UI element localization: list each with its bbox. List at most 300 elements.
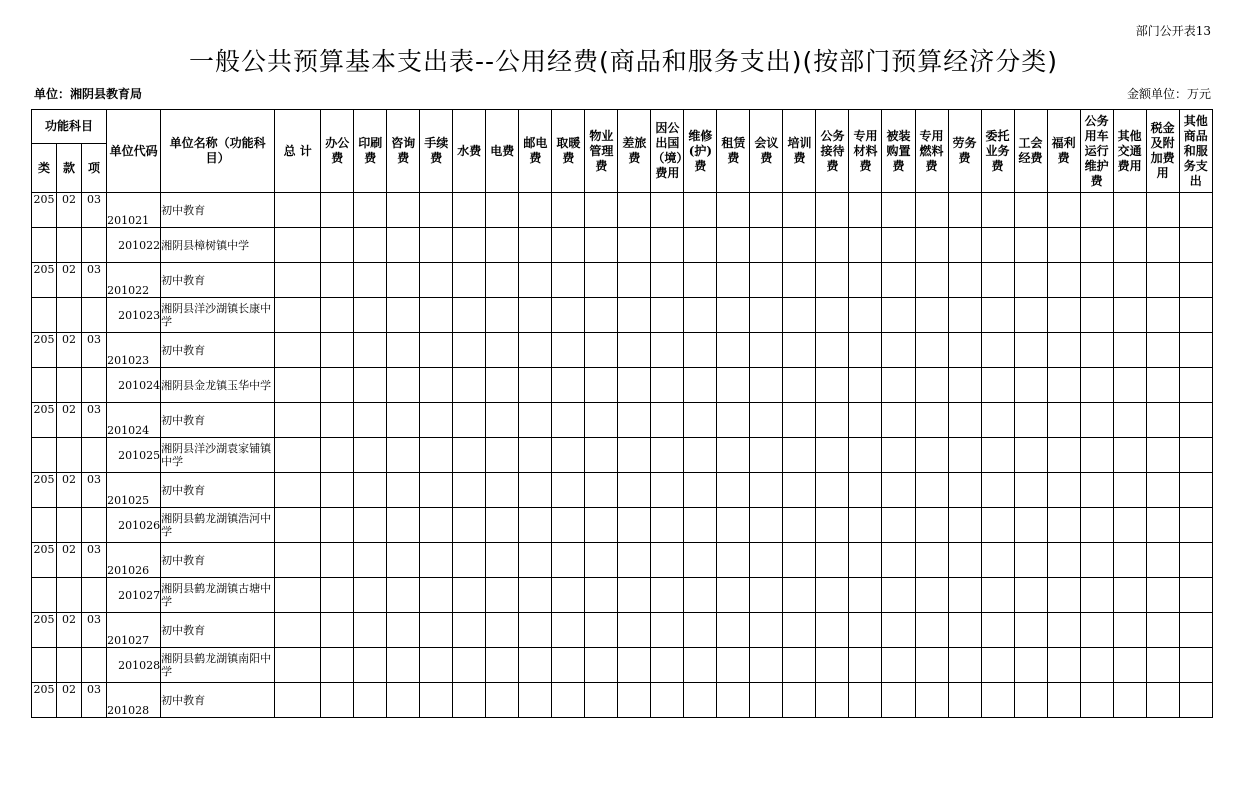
amount-cell: [420, 403, 453, 438]
unit-code-cell: 201023: [107, 333, 161, 368]
amount-cell: [420, 578, 453, 613]
amount-cell: [651, 648, 684, 683]
amount-cell: [453, 228, 486, 263]
amount-cell: [948, 438, 981, 473]
amount-cell: [1113, 298, 1146, 333]
kuan-cell: [57, 298, 82, 333]
kuan-cell: 02: [57, 403, 82, 438]
kuan-cell: 02: [57, 193, 82, 228]
amount-cell: [519, 508, 552, 543]
amount-cell: [981, 508, 1014, 543]
table-row: [32, 228, 1213, 263]
unit-name-cell: 初中教育: [161, 473, 275, 508]
lei-cell: [32, 508, 57, 543]
amount-cell: [275, 333, 321, 368]
amount-cell: [486, 613, 519, 648]
amount-cell: [981, 368, 1014, 403]
amount-cell: [453, 508, 486, 543]
amount-cell: [585, 263, 618, 298]
amount-cell: [882, 613, 915, 648]
amount-cell: [1014, 648, 1047, 683]
amount-cell: [948, 298, 981, 333]
amount-cell: [816, 473, 849, 508]
amount-cell: [486, 578, 519, 613]
amount-cell: [420, 228, 453, 263]
amount-cell: [354, 298, 387, 333]
amount-cell: [684, 613, 717, 648]
amount-cell: [882, 228, 915, 263]
xiang-cell: 03: [82, 403, 107, 438]
kuan-cell: 02: [57, 613, 82, 648]
amount-cell: [717, 578, 750, 613]
amount-cell: [420, 298, 453, 333]
amount-cell: [486, 333, 519, 368]
unit-code-cell: 201027: [107, 578, 161, 613]
amount-cell: [1047, 228, 1080, 263]
amount-cell: [321, 298, 354, 333]
amount-cell: [1080, 403, 1113, 438]
amount-cell: [1047, 333, 1080, 368]
amount-cell: [684, 578, 717, 613]
amount-cell: [354, 683, 387, 718]
item-header: 物业管理费: [585, 110, 618, 193]
amount-cell: [1179, 193, 1212, 228]
amount-cell: [882, 508, 915, 543]
kuan-cell: 02: [57, 333, 82, 368]
budget-table: [31, 109, 1213, 718]
amount-cell: [552, 368, 585, 403]
amount-cell: [552, 333, 585, 368]
amount-cell: [816, 648, 849, 683]
amount-cell: [1179, 473, 1212, 508]
amount-cell: [882, 543, 915, 578]
amount-cell: [387, 613, 420, 648]
amount-cell: [486, 543, 519, 578]
amount-cell: [585, 648, 618, 683]
amount-cell: [1080, 193, 1113, 228]
table-row: [32, 648, 1213, 683]
amount-cell: [1014, 438, 1047, 473]
amount-cell: [387, 683, 420, 718]
amount-cell: [684, 263, 717, 298]
lei-cell: [32, 228, 57, 263]
amount-cell: [849, 648, 882, 683]
amount-cell: [1113, 683, 1146, 718]
amount-cell: [453, 683, 486, 718]
amount-cell: [453, 333, 486, 368]
table-row: [32, 193, 1213, 228]
amount-cell: [1047, 683, 1080, 718]
unit-code-cell: 201026: [107, 543, 161, 578]
amount-cell: [948, 228, 981, 263]
amount-cell: [1014, 683, 1047, 718]
table-row: [32, 368, 1213, 403]
amount-cell: [849, 683, 882, 718]
amount-cell: [816, 543, 849, 578]
amount-cell: [1113, 368, 1146, 403]
amount-cell: [420, 438, 453, 473]
amount-cell: [1146, 193, 1179, 228]
item-header: 因公出国（境）费用: [651, 110, 684, 193]
unit-name-cell: 湘阴县金龙镇玉华中学: [161, 368, 275, 403]
amount-cell: [275, 613, 321, 648]
amount-cell: [275, 543, 321, 578]
amount-cell: [354, 473, 387, 508]
amount-cell: [585, 683, 618, 718]
amount-cell: [948, 543, 981, 578]
amount-cell: [453, 578, 486, 613]
amount-cell: [684, 368, 717, 403]
amount-cell: [486, 508, 519, 543]
amount-cell: [684, 298, 717, 333]
amount-cell: [420, 473, 453, 508]
amount-cell: [1014, 473, 1047, 508]
amount-cell: [519, 543, 552, 578]
amount-cell: [486, 298, 519, 333]
amount-cell: [948, 683, 981, 718]
item-header: 公务用车运行维护费: [1080, 110, 1113, 193]
amount-cell: [354, 228, 387, 263]
amount-cell: [354, 263, 387, 298]
amount-cell: [552, 543, 585, 578]
amount-cell: [783, 298, 816, 333]
amount-cell: [420, 333, 453, 368]
amount-cell: [948, 368, 981, 403]
lei-cell: 205: [32, 543, 57, 578]
table-row: [32, 403, 1213, 438]
amount-cell: [750, 613, 783, 648]
unit-name-cell: 初中教育: [161, 333, 275, 368]
amount-cell: [585, 438, 618, 473]
amount-cell: [849, 263, 882, 298]
amount-cell: [1146, 228, 1179, 263]
amount-cell: [750, 298, 783, 333]
lei-cell: 205: [32, 473, 57, 508]
amount-cell: [519, 368, 552, 403]
amount-cell: [717, 228, 750, 263]
item-header: 办公费: [321, 110, 354, 193]
lei-cell: 205: [32, 263, 57, 298]
unit-name-cell: 湘阴县樟树镇中学: [161, 228, 275, 263]
unit-code-cell: 201023: [107, 298, 161, 333]
amount-cell: [453, 263, 486, 298]
amount-cell: [1080, 298, 1113, 333]
amount-cell: [816, 193, 849, 228]
amount-cell: [1179, 403, 1212, 438]
amount-cell: [453, 613, 486, 648]
amount-cell: [783, 333, 816, 368]
unit-name-cell: 湘阴县鹤龙湖镇南阳中学: [161, 648, 275, 683]
amount-cell: [552, 683, 585, 718]
unit-name-cell: 湘阴县鹤龙湖镇古塘中学: [161, 578, 275, 613]
amount-cell: [552, 438, 585, 473]
amount-cell: [519, 613, 552, 648]
amount-cell: [717, 648, 750, 683]
unit-name-cell: 初中教育: [161, 613, 275, 648]
amount-cell: [420, 368, 453, 403]
amount-cell: [354, 193, 387, 228]
amount-cell: [354, 333, 387, 368]
amount-cell: [651, 508, 684, 543]
amount-cell: [1047, 403, 1080, 438]
amount-cell: [618, 228, 651, 263]
item-header: 其他交通费用: [1113, 110, 1146, 193]
amount-cell: [552, 228, 585, 263]
amount-cell: [585, 228, 618, 263]
amount-cell: [651, 578, 684, 613]
amount-cell: [1179, 263, 1212, 298]
amount-cell: [882, 578, 915, 613]
table-row: [32, 683, 1213, 718]
amount-cell: [387, 368, 420, 403]
amount-cell: [420, 543, 453, 578]
amount-cell: [321, 263, 354, 298]
amount-cell: [849, 193, 882, 228]
amount-cell: [1113, 613, 1146, 648]
amount-cell: [1080, 543, 1113, 578]
amount-cell: [1080, 613, 1113, 648]
amount-cell: [321, 403, 354, 438]
amount-cell: [882, 263, 915, 298]
amount-cell: [783, 508, 816, 543]
kuan-header: 款: [57, 144, 82, 193]
amount-cell: [275, 228, 321, 263]
amount-cell: [387, 228, 420, 263]
amount-cell: [618, 368, 651, 403]
amount-cell: [882, 438, 915, 473]
amount-cell: [750, 368, 783, 403]
amount-cell: [849, 403, 882, 438]
unit-name-cell: 初中教育: [161, 543, 275, 578]
amount-cell: [684, 228, 717, 263]
amount-cell: [1014, 543, 1047, 578]
amount-cell: [684, 508, 717, 543]
amount-cell: [651, 438, 684, 473]
amount-cell: [354, 508, 387, 543]
amount-cell: [684, 473, 717, 508]
amount-cell: [321, 193, 354, 228]
xiang-cell: [82, 298, 107, 333]
table-row: [32, 543, 1213, 578]
amount-cell: [915, 298, 948, 333]
amount-cell: [1080, 683, 1113, 718]
amount-cell: [519, 473, 552, 508]
amount-cell: [420, 508, 453, 543]
page-title: 一般公共预算基本支出表--公用经费(商品和服务支出)(按部门预算经济分类): [188, 47, 1059, 76]
amount-cell: [552, 298, 585, 333]
amount-cell: [816, 368, 849, 403]
amount-cell: [717, 368, 750, 403]
amount-cell: [849, 298, 882, 333]
amount-cell: [915, 508, 948, 543]
amount-cell: [585, 578, 618, 613]
amount-cell: [783, 263, 816, 298]
amount-cell: [585, 543, 618, 578]
table-row: [32, 333, 1213, 368]
lei-cell: 205: [32, 683, 57, 718]
amount-cell: [552, 648, 585, 683]
kuan-cell: [57, 578, 82, 613]
amount-cell: [1080, 228, 1113, 263]
amount-cell: [486, 368, 519, 403]
amount-cell: [651, 613, 684, 648]
amount-cell: [354, 578, 387, 613]
amount-cell: [1080, 333, 1113, 368]
amount-cell: [387, 473, 420, 508]
amount-cell: [519, 438, 552, 473]
amount-cell: [981, 333, 1014, 368]
amount-cell: [915, 683, 948, 718]
amount-cell: [1179, 368, 1212, 403]
amount-cell: [552, 613, 585, 648]
amount-cell: [618, 333, 651, 368]
item-header: 维修(护)费: [684, 110, 717, 193]
amount-cell: [387, 543, 420, 578]
amount-cell: [1080, 648, 1113, 683]
amount-cell: [420, 263, 453, 298]
amount-cell: [519, 193, 552, 228]
amount-cell: [275, 298, 321, 333]
amount-cell: [915, 613, 948, 648]
amount-cell: [420, 648, 453, 683]
lei-cell: [32, 578, 57, 613]
amount-cell: [717, 613, 750, 648]
amount-cell: [275, 683, 321, 718]
xiang-cell: 03: [82, 613, 107, 648]
amount-cell: [519, 228, 552, 263]
amount-cell: [882, 333, 915, 368]
amount-cell: [1146, 543, 1179, 578]
amount-cell: [1113, 333, 1146, 368]
amount-cell: [486, 193, 519, 228]
amount-cell: [783, 438, 816, 473]
unit-code-cell: 201021: [107, 193, 161, 228]
amount-cell: [420, 613, 453, 648]
amount-cell: [1080, 508, 1113, 543]
amount-cell: [882, 683, 915, 718]
amount-cell: [1047, 298, 1080, 333]
amount-cell: [915, 263, 948, 298]
amount-cell: [948, 578, 981, 613]
xiang-cell: [82, 578, 107, 613]
amount-cell: [1047, 613, 1080, 648]
amount-cell: [717, 298, 750, 333]
amount-cell: [618, 193, 651, 228]
amount-cell: [519, 403, 552, 438]
amount-cell: [275, 263, 321, 298]
amount-cell: [816, 613, 849, 648]
kuan-cell: [57, 228, 82, 263]
xiang-cell: 03: [82, 473, 107, 508]
amount-cell: [750, 648, 783, 683]
item-header: 水费: [453, 110, 486, 193]
amount-cell: [354, 648, 387, 683]
amount-cell: [684, 333, 717, 368]
amount-cell: [1014, 578, 1047, 613]
amount-cell: [717, 508, 750, 543]
amount-cell: [486, 648, 519, 683]
amount-cell: [618, 613, 651, 648]
amount-cell: [519, 298, 552, 333]
amount-cell: [1179, 613, 1212, 648]
amount-cell: [321, 648, 354, 683]
amount-cell: [1080, 438, 1113, 473]
table-row: [32, 263, 1213, 298]
amount-cell: [948, 263, 981, 298]
amount-cell: [618, 578, 651, 613]
amount-cell: [1146, 683, 1179, 718]
amount-cell: [750, 263, 783, 298]
amount-cell: [552, 193, 585, 228]
amount-cell: [1113, 263, 1146, 298]
amount-cell: [915, 543, 948, 578]
amount-cell: [750, 193, 783, 228]
amount-cell: [783, 403, 816, 438]
amount-cell: [981, 613, 1014, 648]
table-row: [32, 438, 1213, 473]
amount-cell: [618, 263, 651, 298]
unit-name-header: 单位名称（功能科目）: [161, 110, 275, 193]
amount-cell: [1179, 683, 1212, 718]
amount-cell: [948, 333, 981, 368]
amount-cell: [750, 578, 783, 613]
amount-cell: [453, 543, 486, 578]
amount-cell: [750, 403, 783, 438]
total-header: 总 计: [275, 110, 321, 193]
amount-cell: [882, 648, 915, 683]
amount-cell: [486, 683, 519, 718]
amount-cell: [915, 333, 948, 368]
amount-cell: [354, 543, 387, 578]
amount-cell: [1080, 578, 1113, 613]
lei-cell: [32, 438, 57, 473]
amount-cell: [354, 438, 387, 473]
item-header: 取暖费: [552, 110, 585, 193]
amount-cell: [882, 473, 915, 508]
amount-cell: [354, 403, 387, 438]
amount-cell: [552, 508, 585, 543]
xiang-cell: 03: [82, 263, 107, 298]
amount-cell: [1146, 473, 1179, 508]
kuan-cell: [57, 438, 82, 473]
amount-cell: [1047, 578, 1080, 613]
amount-cell: [1047, 438, 1080, 473]
amount-cell: [552, 473, 585, 508]
amount-cell: [783, 683, 816, 718]
amount-cell: [585, 473, 618, 508]
amount-cell: [1113, 403, 1146, 438]
amount-cell: [1014, 508, 1047, 543]
amount-cell: [915, 578, 948, 613]
amount-cell: [519, 263, 552, 298]
amount-cell: [585, 333, 618, 368]
amount-cell: [387, 438, 420, 473]
unit-label: 单位：湘阴县教育局: [34, 87, 143, 101]
unit-name-cell: 湘阴县洋沙湖袁家铺镇中学: [161, 438, 275, 473]
unit-code-cell: 201024: [107, 403, 161, 438]
amount-cell: [849, 578, 882, 613]
amount-cell: [585, 298, 618, 333]
unit-code-cell: 201025: [107, 473, 161, 508]
amount-cell: [915, 368, 948, 403]
amount-cell: [816, 298, 849, 333]
amount-cell: [816, 333, 849, 368]
amount-cell: [651, 298, 684, 333]
amount-cell: [321, 368, 354, 403]
amount-cell: [750, 683, 783, 718]
unit-code-cell: 201028: [107, 648, 161, 683]
amount-cell: [684, 543, 717, 578]
